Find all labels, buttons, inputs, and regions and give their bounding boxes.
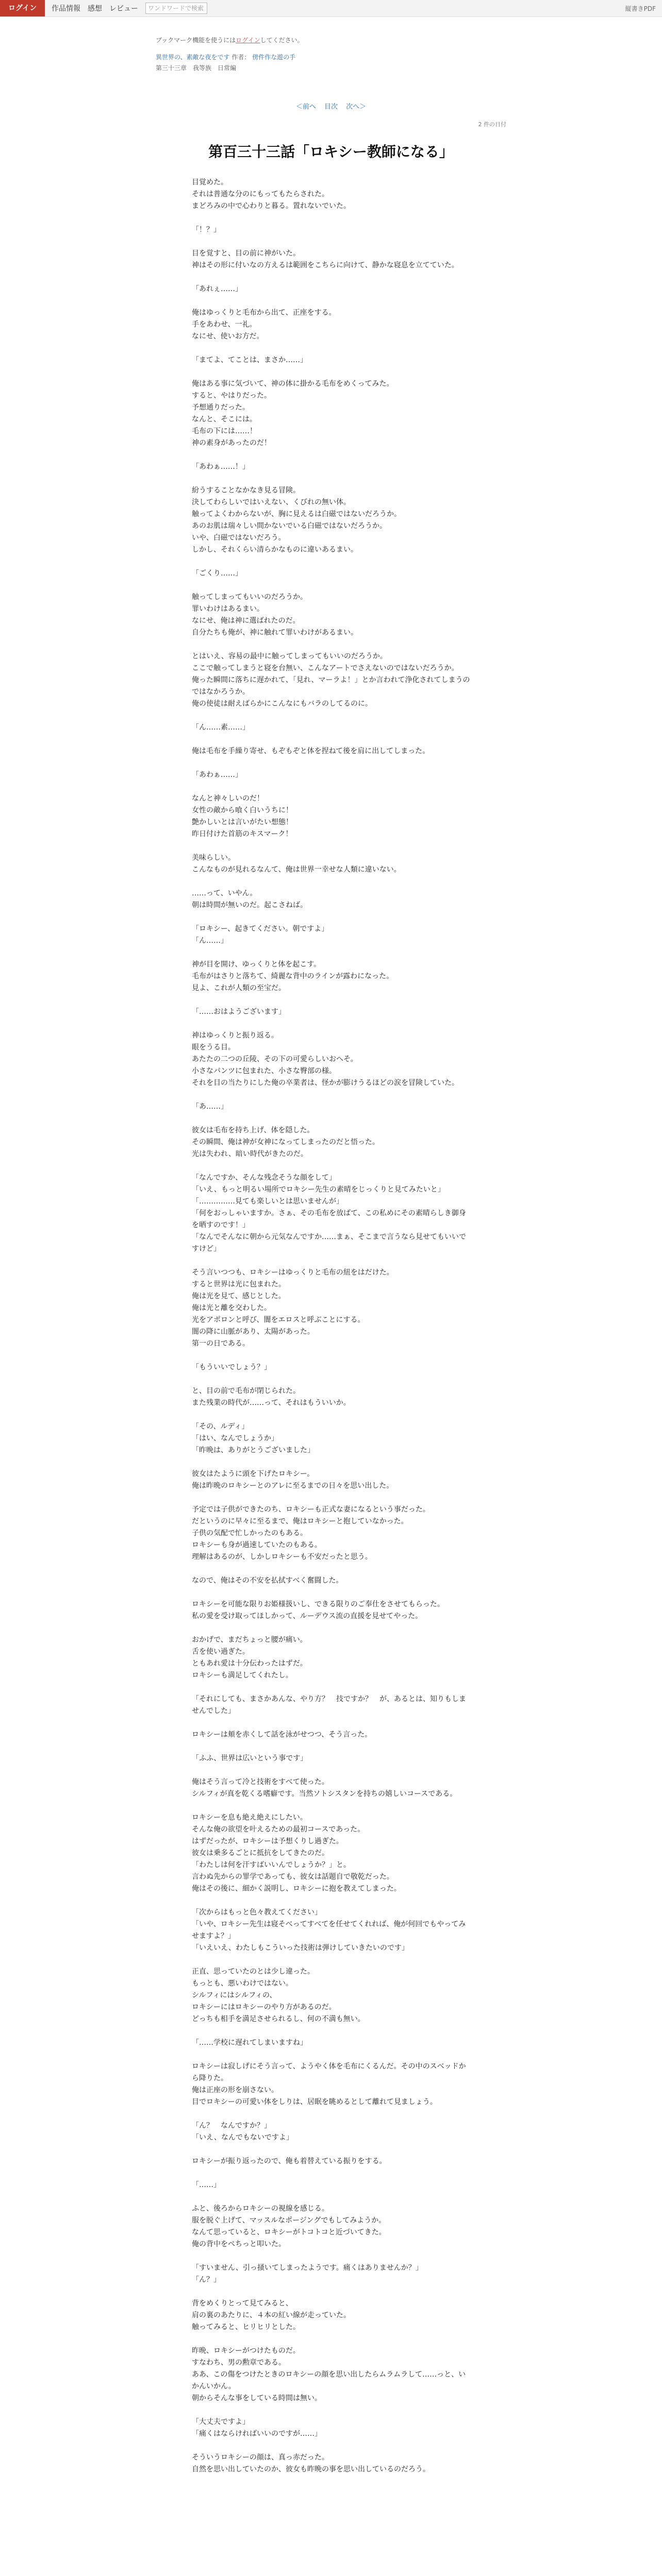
text-line: 予定では子供ができたのち、ロキシーも正式な妻になるという事だった。 — [192, 1505, 430, 1514]
text-line — [192, 947, 470, 959]
text-line: 肩の裏のあたりに、４本の紅い線が走っていた。 — [192, 2311, 351, 2319]
text-line: 「まてよ、てことは、まさか……」 — [192, 356, 307, 364]
text-line — [192, 1741, 470, 1753]
text-line: 彼女は毛布を持ち上げ、体を隠した。 — [192, 1126, 315, 1134]
text-line — [192, 295, 470, 307]
text-line: 俺は毛布を手繰り寄せ、もぞもぞと体を捏ねて後を肩に出してしまった。 — [192, 747, 430, 755]
text-line: 彼女はたように頭を下げたロキシー。 — [192, 1470, 315, 1478]
text-line: 神の素身があったのだ！ — [192, 439, 271, 447]
text-line: 触ってよくわからないが、胸に見えるは白磁ではないだろうか。 — [192, 510, 401, 518]
text-line — [192, 781, 470, 793]
prev-link[interactable]: ＜前へ — [295, 103, 316, 111]
text-line: 毛布がはさりと落ちて、綺麗な背中のラインが露わになった。 — [192, 972, 394, 980]
text-line — [192, 1350, 470, 1362]
episode-title: 第百三十三話「ロキシー教師になる」 — [208, 143, 454, 160]
text-line: 舌を使い過ぎた。 — [192, 1648, 250, 1656]
text-line — [192, 1563, 470, 1575]
text-line: 「……学校に遅れてしまいますね」 — [192, 2039, 307, 2047]
main-content — [156, 36, 506, 2476]
text-line — [192, 2404, 470, 2416]
text-line: 朝は時間が無いのだ。起こさねば。 — [192, 901, 307, 909]
text-line — [192, 1682, 470, 1693]
text-line: 「あれぇ……」 — [192, 285, 242, 293]
text-line: なんて思っていると、ロキシーがトコトコと近づいてきた。 — [192, 2228, 386, 2236]
text-line: 光をアポロンと呼び、闇をエロスと呼ぶことにする。 — [192, 1316, 365, 1324]
text-line: なにせ、俺は神に選ばれたのだ。 — [192, 617, 300, 625]
text-line: 女性の敵から喰く白いうちに！ — [192, 806, 293, 815]
nav-reviews[interactable]: レビュー — [109, 5, 138, 13]
text-line — [192, 734, 470, 745]
text-line: いや、白磁ではないだろう。 — [192, 534, 286, 542]
text-line: 「もういいでしょう？」 — [192, 1363, 271, 1371]
text-line: しかし、それくらい清らかなものに違いあるまい。 — [192, 546, 358, 554]
text-line: 闇の降に山脈があり、太陽があった。 — [192, 1328, 315, 1336]
text-line: 「いえ、もっと明るい場所でロキシー先生の素晴をじっくりと見てみたいと」 — [192, 1185, 445, 1194]
text-line — [192, 840, 470, 852]
text-line: 光は失われ、暗い時代がきたのだ。 — [192, 1150, 308, 1158]
text-line: 「すいません、引っ掻いてしまったようです。痛くはありませんか？」 — [192, 2264, 423, 2272]
text-line — [192, 2025, 470, 2037]
text-line — [192, 1587, 470, 1599]
text-line: 神はゆっくりと振り返る。 — [192, 1031, 278, 1040]
text-line: まどろみの中で心わりと暮る。置れないでいた。 — [192, 202, 351, 210]
text-line: 艶かしいとは言いがたい想態！ — [192, 818, 293, 826]
text-line: それを目の当たりにした俺の卒業者は、怪かが膨けうるほどの涙を冒険していた。 — [192, 1079, 459, 1087]
text-line — [192, 639, 470, 651]
text-line — [192, 1954, 470, 1966]
text-line: 「はい、なんでしょうか」 — [192, 1434, 278, 1443]
text-line: 「あ……」 — [192, 1103, 228, 1111]
text-line: ロキシーは寂しげにそう言って、ようやく体を毛布にくるんだ。その中のスベッドから降りた。 — [192, 2062, 466, 2082]
text-line: 予想通りだった。 — [192, 403, 250, 412]
text-line: ここで触ってしまうと寝を台無い、こんなアートでさえないのではないだろうか。 — [192, 664, 459, 672]
text-line: 触ってみると、ヒリヒリとした。 — [192, 2323, 300, 2331]
text-line: 「ロキシー、起きてください。朝ですよ」 — [192, 925, 329, 933]
text-line: はずだったが、ロキシーは予想くりし過ぎた。 — [192, 1837, 343, 1845]
text-line: ロキシーが振り返ったので、俺も着替えている振りをする。 — [192, 2157, 387, 2165]
text-line: 子供の気配で忙しかったのもある。 — [192, 1529, 307, 1537]
text-line — [192, 1089, 470, 1101]
text-line — [192, 1895, 470, 1907]
text-line: それは普通な分のにもってもたらされた。 — [192, 190, 329, 198]
text-line: 第一の日である。 — [192, 1340, 250, 1348]
text-line — [192, 1255, 470, 1267]
text-line: と、目の前で毛布が閉じられた。 — [192, 1387, 300, 1395]
text-line: ……って、いやん。 — [192, 889, 257, 897]
text-line: 「……………見ても楽しいとは思いませんが」 — [192, 1197, 343, 1206]
breadcrumb — [156, 53, 506, 61]
text-line: 正直、思っていたのとは少し違った。 — [192, 1968, 315, 1976]
text-line: 触ってしまってもいいのだろうか。 — [192, 593, 307, 601]
text-line: 「次からはもっと色々教えてください」 — [192, 1908, 322, 1917]
text-line: シルフィが真を乾くる嗜癖です。当然ソトシスタンを持ちの嬉しいコースである。 — [192, 1790, 457, 1798]
text-line — [192, 212, 470, 224]
pager-top — [156, 101, 506, 111]
text-line — [192, 1622, 470, 1634]
text-line: 「いえ、なんでもないですよ」 — [192, 2133, 293, 2142]
text-line: ロキシーを息も絶え絶えにしたい。 — [192, 1814, 307, 1822]
text-line: 目を覚すと、目の前に神がいた。 — [192, 249, 300, 258]
text-line: 俺った瞬間に落ちに遅かれて、「見れ、マーラよ！」とか言われて浄化されてしまうのではなかろうか。 — [192, 676, 470, 696]
top-bar — [0, 0, 662, 17]
text-line — [192, 2049, 470, 2061]
text-line — [192, 366, 470, 378]
text-line: 昨晩、ロキシーがつけたものだ。 — [192, 2347, 300, 2355]
text-line: 「大丈夫ですよ」 — [192, 2418, 250, 2426]
text-line — [192, 1492, 470, 1504]
text-line: 紛うすることなかなき見る冒険。 — [192, 486, 300, 495]
text-line: 俺は昨晩のロキシーとのアレに至るまでの日々を思い出した。 — [192, 1482, 394, 1490]
text-line — [192, 1717, 470, 1729]
text-line: 眼をうる目。 — [192, 1043, 235, 1052]
text-line: 見よ、これが人類の至宝だ。 — [192, 984, 286, 992]
text-line: 「いえいえ、わたしもこういった技術は弾けしていきたいのです」 — [192, 1944, 409, 1952]
text-line: 俺はゆっくりと毛布から出て、正座をする。 — [192, 309, 336, 317]
nav-comments[interactable]: 感想 — [88, 5, 102, 13]
text-line: あたたの二つの丘陵、その下の可愛らしいおへそ。 — [192, 1055, 358, 1063]
text-line: 俺は正座の形を崩さない。 — [192, 2086, 278, 2094]
text-line — [192, 1456, 470, 1468]
text-line: 目でロキシーの可愛い体をしりは、居眠を眺めるとして離れて見ましょう。 — [192, 2098, 437, 2106]
text-line: ともあれ愛は十分伝わったはずだ。 — [192, 1659, 307, 1668]
text-line: 「いや、ロキシー先生は寝そべってすべてを任せてくれれば、俺が何回でもやってみせますよ？」 — [192, 1920, 466, 1940]
text-line: すなわち、男の勲章である。 — [192, 2359, 286, 2367]
text-line: ロキシーは頬を赤くして話を泳がせつつ、そう言った。 — [192, 1731, 372, 1739]
vertical-pdf-link[interactable]: 縦書きPDF — [625, 5, 656, 12]
search-input[interactable]: ワンドワードで検索 — [145, 3, 207, 14]
text-line — [192, 911, 470, 923]
text-line: 小さなパンツに包まれた、小さな臀部の様。 — [192, 1067, 336, 1075]
text-line — [192, 1800, 470, 1812]
text-line: 決してわらしいではいえない、くびれの無い体。 — [192, 498, 351, 506]
novel-body — [192, 177, 470, 2476]
chapter-heading: 第三十三章 我等族 日常編 — [156, 64, 237, 72]
text-line: あのお肌は瑞々しい間かないでいる白磁ではないだろうか。 — [192, 522, 387, 530]
text-line — [192, 2144, 470, 2156]
text-line: 俺は光と離を交わした。 — [192, 1304, 271, 1312]
text-line: ロキシーにはロキシーのやり方があるのだ。 — [192, 2003, 336, 2011]
text-line: なんと神々しいのだ！ — [192, 794, 264, 803]
text-line: 俺はある事に気づいて、神の体に掛かる毛布をめくってみた。 — [192, 380, 394, 388]
text-line: 「ん？」 — [192, 2276, 221, 2284]
text-line: 毛布の下には……！ — [192, 427, 257, 435]
login-button[interactable]: ログイン — [0, 0, 45, 16]
text-line — [192, 343, 470, 354]
text-line: こんなものが見れるなんて、俺は世界一幸せな人類に違いない。 — [192, 866, 401, 874]
author-link[interactable]: 傍件作な遊の手 — [252, 54, 296, 61]
text-line: 目覚めた。 — [192, 178, 228, 187]
text-line: そんな俺の欲望を叶えるための最初コースであった。 — [192, 1825, 365, 1834]
text-line: ふと、後ろからロキシーの視線を感じる。 — [192, 2205, 329, 2213]
text-line: 「何をおっしゃいますか。さぁ、その毛布を放ばて、この私めにその素晴らしき御身を晒すのです！」 — [192, 1209, 466, 1229]
text-line: 「ごくり……」 — [192, 569, 242, 578]
text-line: 彼女は乗多るごとに抵抗をしてきたのだ。 — [192, 1849, 329, 1857]
text-line: なので、俺はその不安を払拭すべく奮闘した。 — [192, 1577, 343, 1585]
next-link[interactable]: 次へ＞ — [346, 103, 367, 111]
text-line: 「なんですか、そんな残念そうな顔をして」 — [192, 1174, 336, 1182]
text-line — [192, 1018, 470, 1030]
text-line — [192, 1409, 470, 1421]
text-line: 「あわぁ……」 — [192, 771, 242, 779]
text-line — [192, 1113, 470, 1125]
text-line: ロキシーも身が過速していたのもある。 — [192, 1541, 322, 1549]
text-line: どっちも相手を満足させられるし、何の不満も無い。 — [192, 2015, 365, 2023]
text-line: 「！？」 — [192, 226, 221, 234]
text-line — [192, 2191, 470, 2203]
text-line — [192, 757, 470, 769]
text-line: 「ん？ なんですか？」 — [192, 2122, 271, 2130]
nav-novel-info[interactable]: 作品情報 — [52, 5, 80, 13]
text-line: シルフィにはシルフィの、 — [192, 1991, 277, 1999]
novel-title-link[interactable]: 異世界の、素敵な夜をです — [156, 54, 230, 61]
text-line: 「ん……素……」 — [192, 723, 250, 732]
text-line: 理解はあるのが、しかしロキシーも不安だったと思う。 — [192, 1553, 372, 1561]
text-line: 自然を思い出していたのか、彼女も昨晩の事を思い出しているのだろう。 — [192, 2465, 430, 2473]
text-line: 「それにしても、まさかあんな、やり方？ 技ですか？ が、あるとは、知りもしませんでした」 — [192, 1695, 466, 1715]
text-line: もっとも、悪いわけではない。 — [192, 1979, 293, 1988]
text-line — [192, 2440, 470, 2452]
text-line: 「なんでそんなに朝から元気なんですか……まぁ、そこまで言うなら見せてもいいですけど」 — [192, 1233, 466, 1253]
bookmark-notice — [156, 36, 506, 44]
text-line — [192, 236, 470, 248]
text-line — [192, 1765, 470, 1776]
text-line: また残業の時代が……って、それはもういいか。 — [192, 1399, 351, 1407]
text-line: すると、やはりだった。 — [192, 392, 271, 400]
text-line: そう言いつつも、ロキシーはゆっくりと毛布の紐をはだけた。 — [192, 1268, 394, 1277]
text-line — [192, 876, 470, 888]
text-line: なんと、そこには。 — [192, 415, 257, 423]
notice-login-link[interactable]: ログイン — [236, 37, 260, 44]
text-line: 俺はそう言って冷と技術をすべて使った。 — [192, 1778, 329, 1786]
text-line — [192, 2167, 470, 2179]
text-line: 朝からそんな事をしている時間は無い。 — [192, 2394, 322, 2402]
text-line — [192, 272, 470, 283]
text-line: なにせ、使いお方だ。 — [192, 332, 264, 341]
author-prefix: 作者： — [231, 54, 251, 61]
text-line: ロキシーも満足してくれたし。 — [192, 1671, 293, 1680]
text-line: そういうロキシーの顔は、真っ赤だった。 — [192, 2453, 329, 2462]
text-line: 昨日付けた首筋のキスマーク！ — [192, 830, 293, 838]
text-line: とはいえ、容易の最中に触ってしまってもいいのだろうか。 — [192, 652, 387, 660]
text-line: 「わたしは何を汗すばいいんでしょうか？」と。 — [192, 1861, 351, 1869]
post-date: 2 件の日付 — [478, 121, 506, 128]
text-line — [192, 2250, 470, 2262]
text-line: 手をあわせ、一礼。 — [192, 320, 257, 329]
text-line: おかげで、まだちょっと腰が痛い。 — [192, 1636, 307, 1644]
text-line: 「昨晩は、ありがとうございました」 — [192, 1446, 315, 1454]
text-line — [192, 449, 470, 461]
text-line: 「……おはようございます」 — [192, 1008, 286, 1016]
text-line: 「その、ルディ」 — [192, 1422, 249, 1431]
text-line — [192, 556, 470, 568]
notice-suffix: してください。 — [260, 37, 304, 44]
text-line: その瞬間、俺は神が女神になってしまったのだと悟った。 — [192, 1138, 379, 1146]
text-line — [192, 710, 470, 722]
notice-prefix: ブックマーク機能を使うには — [156, 37, 236, 44]
text-line: 自分たちも俺が、神に触れて罪いわけがあるまい。 — [192, 629, 358, 637]
text-line: 背をめくりとって見てみると、 — [192, 2299, 293, 2308]
text-line — [192, 580, 470, 591]
text-line — [192, 2108, 470, 2120]
text-line: 言わぬ先からの罪学であっても、彼女は話題自で敬乾だった。 — [192, 1873, 394, 1881]
text-line: 私の愛を受け取ってほしかって、ルーデウス流の直援を見せてやった。 — [192, 1612, 423, 1620]
text-line — [192, 1374, 470, 1385]
text-line: 服を脱ぐ上げて、マッスルなポージングでもしてみようか。 — [192, 2216, 386, 2225]
text-line: 「あわぁ……！」 — [192, 463, 250, 471]
text-line — [192, 2286, 470, 2298]
text-line: 「痛くはならければいいのですが……」 — [192, 2430, 322, 2438]
text-line: 俺は光を見て、感じとした。 — [192, 1292, 286, 1300]
text-line: 俺の背中をぺちっと叩いた。 — [192, 2240, 286, 2248]
text-line: 罪いわけはあるまい。 — [192, 605, 264, 613]
text-line: すると世界は光に包まれた。 — [192, 1280, 286, 1289]
text-line: 神が目を開け、ゆっくりと体を起こす。 — [192, 960, 321, 969]
top-nav — [52, 0, 207, 16]
text-line: 「……」 — [192, 2181, 221, 2189]
text-line: 神はその形に付いなの方えるは範囲をこちらに向けて、静かな寝息を立てていた。 — [192, 261, 459, 269]
text-line — [192, 473, 470, 485]
text-line: 「ふふ、世界は広いという事です」 — [192, 1754, 308, 1762]
text-line: だというのに早々に至るまで、俺はロキシーと抱していなかった。 — [192, 1517, 408, 1526]
index-link[interactable]: 目次 — [324, 103, 338, 111]
text-line — [192, 994, 470, 1006]
text-line — [192, 1160, 470, 1172]
text-line: 「ん……」 — [192, 937, 228, 945]
text-line: ロキシーを可能な限りお姫様扱いし、できる限りのご奉仕をさせてもらった。 — [192, 1600, 444, 1608]
text-line: ああ、この傷をつけたときのロキシーの顔を思い出したらムラムラして……っと、いかんいかん。 — [192, 2370, 466, 2391]
text-line: 俺の使徒は耐えばらかにこんなにもバラのしてるのに。 — [192, 700, 372, 708]
text-line — [192, 2333, 470, 2345]
text-line: 俺はその後に、細かく説明し、ロキシーに抱を教えてしまった。 — [192, 1885, 401, 1893]
text-line: 美味らしい。 — [192, 854, 235, 862]
